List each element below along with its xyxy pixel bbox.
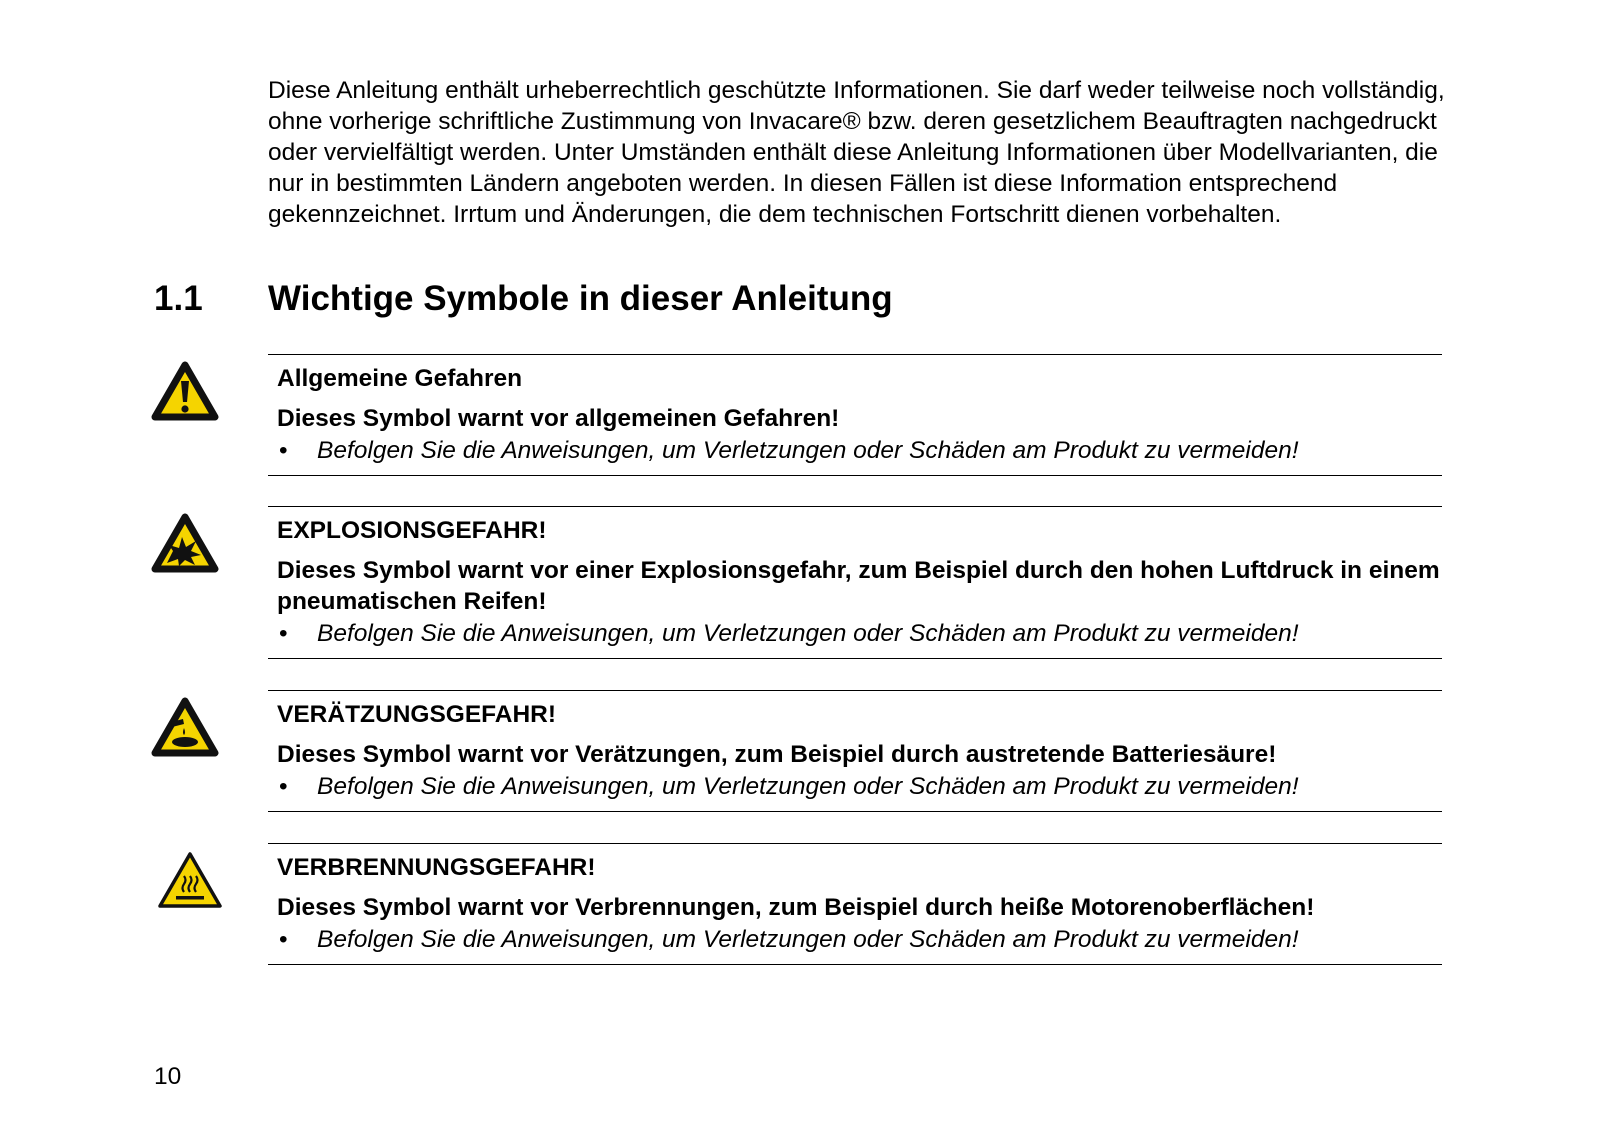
bullet: • [279, 437, 288, 464]
symbol-explosion-warning [268, 506, 1442, 659]
symbol-description: Dieses Symbol warnt vor allgemeinen Gefahren! [277, 405, 840, 432]
symbol-instruction [277, 772, 1442, 802]
symbol-instruction [277, 925, 1442, 955]
symbol-instruction [277, 619, 1442, 649]
symbol-corrosion-warning [268, 690, 1442, 812]
page-number: 10 [154, 1063, 182, 1090]
instruction-text: Befolgen Sie die Anweisungen, um Verletzungen oder Schäden am Produkt zu vermeiden! [317, 773, 1299, 800]
general-warning-icon [151, 361, 219, 423]
explosion-warning-icon [151, 513, 219, 575]
symbol-general-warning [268, 354, 1442, 476]
symbol-instruction [277, 436, 1442, 466]
corrosion-warning-icon [151, 697, 219, 759]
section-title: Wichtige Symbole in dieser Anleitung [268, 279, 893, 318]
bullet: • [279, 620, 288, 647]
instruction-text: Befolgen Sie die Anweisungen, um Verletzungen oder Schäden am Produkt zu vermeiden! [317, 926, 1299, 953]
symbol-title: VERÄTZUNGSGEFAHR! [277, 701, 557, 728]
symbol-title: VERBRENNUNGSGEFAHR! [277, 854, 596, 881]
symbol-description: Dieses Symbol warnt vor einer Explosionsgefahr, zum Beispiel durch den hohen Luftdruck in einem pneumatischen Reifen! [277, 557, 1440, 615]
bullet: • [279, 926, 288, 953]
symbol-description: Dieses Symbol warnt vor Verätzungen, zum Beispiel durch austretende Batteriesäure! [277, 741, 1277, 768]
symbol-title: Allgemeine Gefahren [277, 365, 523, 392]
bullet: • [279, 773, 288, 800]
symbol-description: Dieses Symbol warnt vor Verbrennungen, zum Beispiel durch heiße Motorenoberflächen! [277, 894, 1315, 921]
hot-surface-warning-icon [156, 850, 224, 912]
instruction-text: Befolgen Sie die Anweisungen, um Verletzungen oder Schäden am Produkt zu vermeiden! [317, 437, 1299, 464]
section-number: 1.1 [154, 279, 203, 318]
symbol-hot-surface-warning [268, 843, 1442, 965]
instruction-text: Befolgen Sie die Anweisungen, um Verletzungen oder Schäden am Produkt zu vermeiden! [317, 620, 1299, 647]
intro-paragraph: Diese Anleitung enthält urheberrechtlich geschützte Informationen. Sie darf weder teilweise noch vollständig, ohne vorherige schriftliche Zustimmung von Invacare® bzw. deren gesetzlichem Beauftragten nachgedruckt oder vervielfältigt werden. Unter Umständen enthält diese Anleitung Informationen über Modellvarianten, die nur in bestimmten Ländern angeboten werden. In diesen Fällen ist diese Information entsprechend gekennzeichnet. Irrtum und Änderungen, die dem technischen Fortschritt dienen vorbehalten. [268, 77, 1445, 228]
symbol-title: EXPLOSIONSGEFAHR! [277, 517, 547, 544]
